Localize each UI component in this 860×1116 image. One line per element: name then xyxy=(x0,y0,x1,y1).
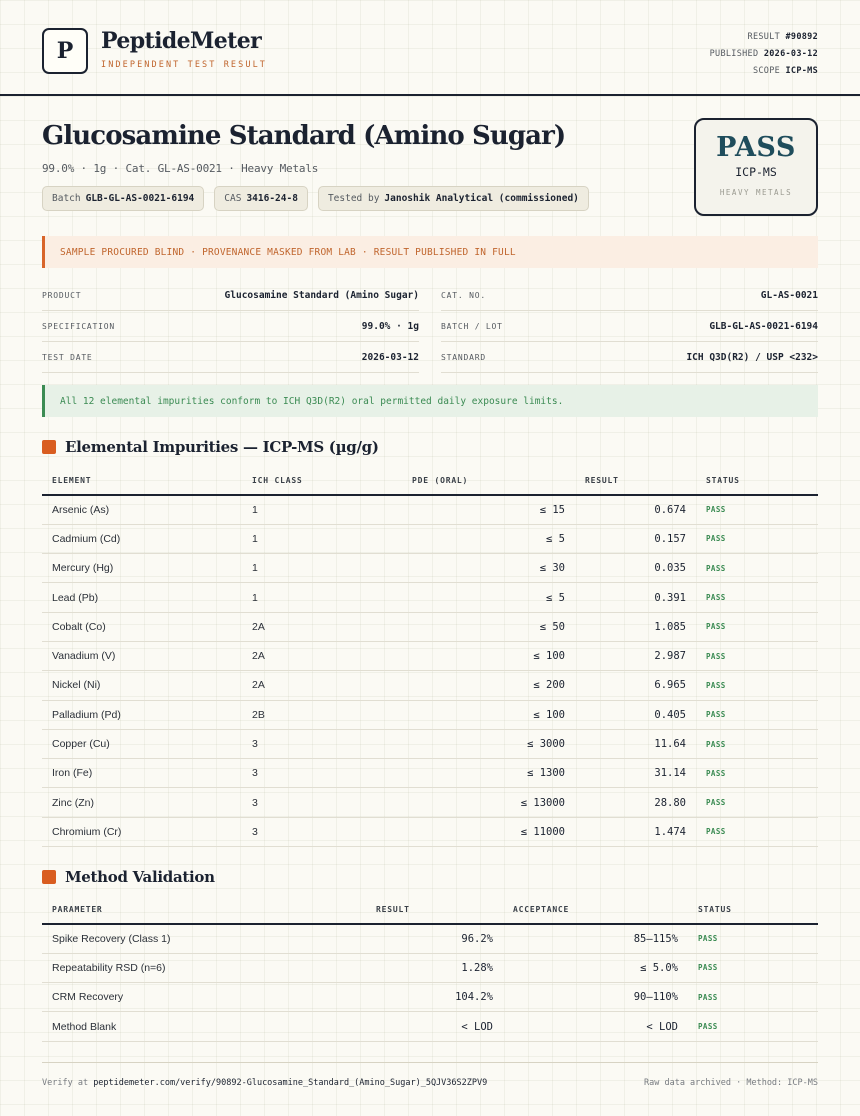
validation-title: Method Validation xyxy=(65,868,215,886)
ich-class: 1 xyxy=(242,583,402,612)
table-row xyxy=(42,759,818,788)
table-row xyxy=(42,700,818,729)
result-value: 0.405 xyxy=(575,700,696,729)
pde-limit: ≤ 30 xyxy=(402,554,575,583)
status-badge: PASS xyxy=(696,700,818,729)
published-label: PUBLISHED xyxy=(709,49,759,59)
status-badge: PASS xyxy=(688,1012,818,1041)
spec-field xyxy=(42,311,419,342)
pde-limit: ≤ 5 xyxy=(402,524,575,553)
parameter-name: Method Blank xyxy=(42,1012,366,1041)
ich-class: 2A xyxy=(242,671,402,700)
pde-limit: ≤ 3000 xyxy=(402,729,575,758)
batch-field xyxy=(441,311,818,342)
page-header xyxy=(0,0,860,96)
parameter-name: CRM Recovery xyxy=(42,983,366,1012)
ich-class: 1 xyxy=(242,495,402,524)
element-name: Arsenic (As) xyxy=(42,495,242,524)
tested-by-chip-label: Tested by xyxy=(327,193,380,204)
result-value: 0.674 xyxy=(575,495,696,524)
element-name: Nickel (Ni) xyxy=(42,671,242,700)
status-badge: PASS xyxy=(696,641,818,670)
col-status: STATUS xyxy=(688,896,818,924)
cas-chip-label: CAS xyxy=(224,193,242,204)
verdict-method: ICP-MS xyxy=(735,165,777,179)
status-badge: PASS xyxy=(688,983,818,1012)
result-value: 1.085 xyxy=(575,612,696,641)
pde-limit: ≤ 5 xyxy=(402,583,575,612)
logo-icon: P xyxy=(42,28,88,74)
pde-limit: ≤ 15 xyxy=(402,495,575,524)
ich-class: 3 xyxy=(242,788,402,817)
verdict-scope: HEAVY METALS xyxy=(719,188,793,197)
result-value: 1.474 xyxy=(575,817,696,846)
result-value: 1.28% xyxy=(366,953,503,982)
verify-line xyxy=(42,1078,487,1088)
page-footer xyxy=(42,1062,818,1102)
pde-limit: ≤ 100 xyxy=(402,700,575,729)
ich-class: 3 xyxy=(242,759,402,788)
scope-label: SCOPE xyxy=(752,66,781,76)
impurities-table xyxy=(42,467,818,847)
ich-class: 3 xyxy=(242,729,402,758)
cas-chip xyxy=(214,186,308,211)
col-result: RESULT xyxy=(366,896,503,924)
pde-limit: ≤ 1300 xyxy=(402,759,575,788)
scope-value: ICP-MS xyxy=(785,66,818,76)
col-acceptance: ACCEPTANCE xyxy=(503,896,688,924)
standard-label: STANDARD xyxy=(441,352,486,362)
status-badge: PASS xyxy=(696,729,818,758)
parameter-name: Repeatability RSD (n=6) xyxy=(42,953,366,982)
table-row xyxy=(42,583,818,612)
acceptance-range: 90–110% xyxy=(503,983,688,1012)
result-value: 11.64 xyxy=(575,729,696,758)
result-value: 31.14 xyxy=(575,759,696,788)
impurities-section-header xyxy=(42,438,379,456)
cas-chip-value: 3416-24-8 xyxy=(246,193,298,204)
section-marker-icon xyxy=(42,870,56,884)
result-number: #90892 xyxy=(785,32,818,42)
col-result: RESULT xyxy=(575,467,696,495)
ich-class: 1 xyxy=(242,524,402,553)
standard-field xyxy=(441,342,818,373)
element-name: Copper (Cu) xyxy=(42,729,242,758)
tested-by-chip-value: Janoshik Analytical (commissioned) xyxy=(384,193,579,204)
pde-limit: ≤ 11000 xyxy=(402,817,575,846)
tested-by-chip xyxy=(318,186,589,211)
result-value: 104.2% xyxy=(366,983,503,1012)
cat-value: GL-AS-0021 xyxy=(760,289,818,301)
ich-class: 1 xyxy=(242,554,402,583)
table-row xyxy=(42,817,818,846)
element-name: Vanadium (V) xyxy=(42,641,242,670)
info-row xyxy=(42,311,818,342)
status-badge: PASS xyxy=(696,554,818,583)
element-name: Palladium (Pd) xyxy=(42,700,242,729)
validation-table xyxy=(42,896,818,1042)
status-badge: PASS xyxy=(696,817,818,846)
status-badge: PASS xyxy=(696,612,818,641)
table-row xyxy=(42,524,818,553)
batch-value: GLB-GL-AS-0021-6194 xyxy=(709,320,818,332)
status-badge: PASS xyxy=(696,524,818,553)
info-row xyxy=(42,342,818,373)
verdict-stamp xyxy=(694,118,818,216)
status-badge: PASS xyxy=(688,953,818,982)
table-row xyxy=(42,953,818,982)
validation-section-header xyxy=(42,868,215,886)
verify-link[interactable]: peptidemeter.com/verify/90892-Glucosamine_Standard_(Amino_Sugar)_5QJV36S2ZPV9 xyxy=(93,1077,488,1088)
archive-note: Raw data archived · Method: ICP-MS xyxy=(644,1077,818,1088)
table-row xyxy=(42,983,818,1012)
acceptance-range: ≤ 5.0% xyxy=(503,953,688,982)
date-field xyxy=(42,342,419,373)
table-row xyxy=(42,612,818,641)
element-name: Lead (Pb) xyxy=(42,583,242,612)
table-row xyxy=(42,924,818,953)
element-name: Cadmium (Cd) xyxy=(42,524,242,553)
verdict-word: PASS xyxy=(716,132,796,163)
col-parameter: PARAMETER xyxy=(42,896,366,924)
status-badge: PASS xyxy=(696,759,818,788)
info-grid xyxy=(42,280,818,373)
result-value: 0.157 xyxy=(575,524,696,553)
col-ich-class: ICH CLASS xyxy=(242,467,402,495)
element-name: Cobalt (Co) xyxy=(42,612,242,641)
element-name: Mercury (Hg) xyxy=(42,554,242,583)
result-value: 28.80 xyxy=(575,788,696,817)
impurities-title: Elemental Impurities — ICP-MS (µg/g) xyxy=(65,438,379,456)
table-row xyxy=(42,729,818,758)
chip-row xyxy=(42,186,589,211)
table-row xyxy=(42,495,818,524)
col-element: ELEMENT xyxy=(42,467,242,495)
result-value: 6.965 xyxy=(575,671,696,700)
result-value: 0.035 xyxy=(575,554,696,583)
status-badge: PASS xyxy=(696,495,818,524)
table-row xyxy=(42,641,818,670)
status-badge: PASS xyxy=(696,583,818,612)
status-badge: PASS xyxy=(688,924,818,953)
status-badge: PASS xyxy=(696,671,818,700)
table-row xyxy=(42,1012,818,1041)
batch-label: BATCH / LOT xyxy=(441,321,503,331)
procurement-banner: SAMPLE PROCURED BLIND · PROVENANCE MASKED FROM LAB · RESULT PUBLISHED IN FULL xyxy=(42,236,818,268)
date-label: TEST DATE xyxy=(42,352,93,362)
info-row xyxy=(42,280,818,311)
element-name: Chromium (Cr) xyxy=(42,817,242,846)
product-value: Glucosamine Standard (Amino Sugar) xyxy=(224,289,419,301)
pde-limit: ≤ 13000 xyxy=(402,788,575,817)
spec-value: 99.0% · 1g xyxy=(361,320,419,332)
element-name: Iron (Fe) xyxy=(42,759,242,788)
product-subtitle: 99.0% · 1g · Cat. GL-AS-0021 · Heavy Metals xyxy=(42,162,319,175)
spec-label: SPECIFICATION xyxy=(42,321,116,331)
cat-label: CAT. NO. xyxy=(441,290,486,300)
batch-chip-label: Batch xyxy=(52,193,81,204)
acceptance-range: 85–115% xyxy=(503,924,688,953)
result-value: 96.2% xyxy=(366,924,503,953)
verify-prefix: Verify at xyxy=(42,1077,89,1088)
ich-class: 2A xyxy=(242,641,402,670)
pde-limit: ≤ 200 xyxy=(402,671,575,700)
ich-class: 2B xyxy=(242,700,402,729)
batch-chip-value: GLB-GL-AS-0021-6194 xyxy=(85,193,195,204)
page-title: Glucosamine Standard (Amino Sugar) xyxy=(42,121,566,151)
published-date: 2026-03-12 xyxy=(763,49,818,59)
parameter-name: Spike Recovery (Class 1) xyxy=(42,924,366,953)
brand-tagline: INDEPENDENT TEST RESULT xyxy=(101,60,268,70)
ich-class: 2A xyxy=(242,612,402,641)
date-value: 2026-03-12 xyxy=(361,351,419,363)
batch-chip xyxy=(42,186,204,211)
col-status: STATUS xyxy=(696,467,818,495)
result-value: 0.391 xyxy=(575,583,696,612)
result-label: RESULT xyxy=(747,32,781,42)
cat-field xyxy=(441,280,818,311)
product-label: PRODUCT xyxy=(42,290,82,300)
result-value: 2.987 xyxy=(575,641,696,670)
brand-name: PeptideMeter xyxy=(101,28,262,54)
table-header-row xyxy=(42,896,818,924)
result-value: < LOD xyxy=(366,1012,503,1041)
table-row xyxy=(42,788,818,817)
acceptance-range: < LOD xyxy=(503,1012,688,1041)
table-row xyxy=(42,554,818,583)
element-name: Zinc (Zn) xyxy=(42,788,242,817)
table-row xyxy=(42,671,818,700)
col-pde: PDE (ORAL) xyxy=(402,467,575,495)
table-header-row xyxy=(42,467,818,495)
pde-limit: ≤ 100 xyxy=(402,641,575,670)
status-badge: PASS xyxy=(696,788,818,817)
ich-class: 3 xyxy=(242,817,402,846)
section-marker-icon xyxy=(42,440,56,454)
result-meta xyxy=(710,29,818,80)
standard-value: ICH Q3D(R2) / USP <232> xyxy=(686,351,818,363)
conformity-banner: All 12 elemental impurities conform to ICH Q3D(R2) oral permitted daily exposure limits. xyxy=(42,385,818,417)
pde-limit: ≤ 50 xyxy=(402,612,575,641)
product-field xyxy=(42,280,419,311)
